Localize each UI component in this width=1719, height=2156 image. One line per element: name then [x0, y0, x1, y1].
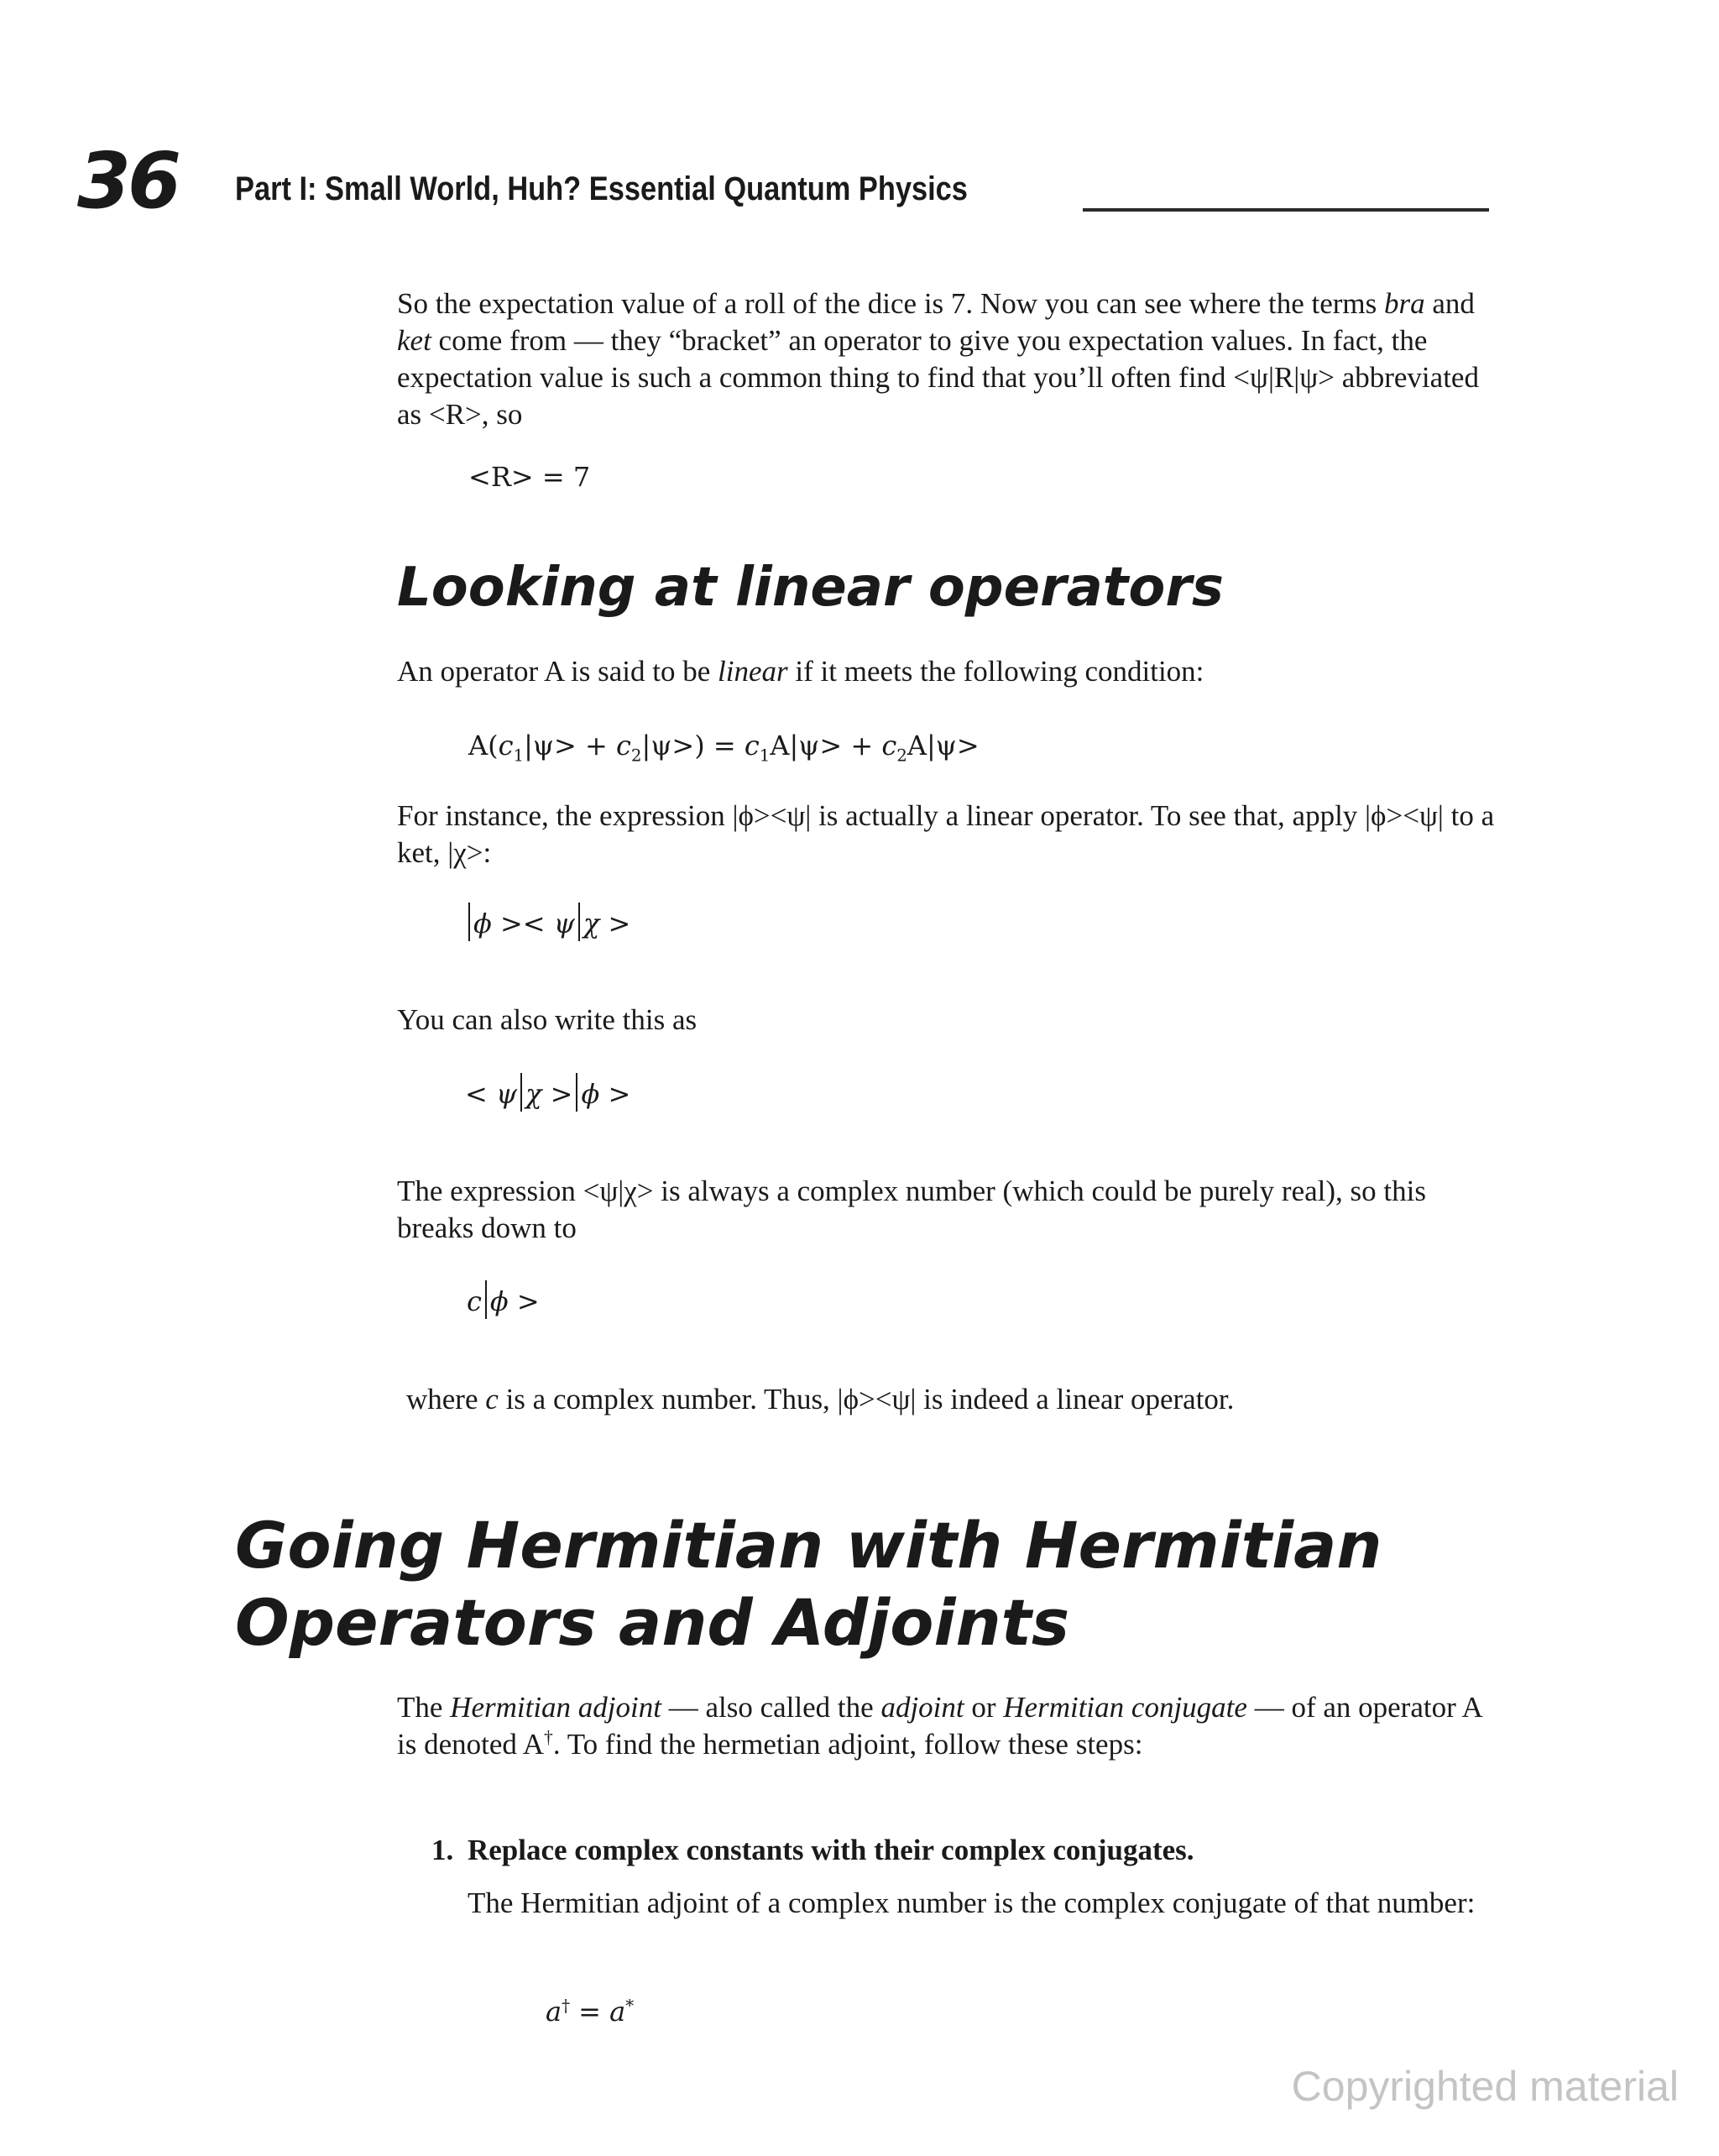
- eq-subscript: 2: [630, 746, 642, 766]
- eq-bra-psi: < ψ: [522, 908, 575, 939]
- equation-outer-product: [465, 903, 630, 941]
- text-run: The Hermitian adjoint of a complex number is the complex conjugate of that number:: [468, 1886, 1476, 1919]
- eq-constant: c: [615, 730, 631, 761]
- eq-subscript: 2: [896, 746, 907, 766]
- equation-inner-product: [465, 1073, 630, 1112]
- equation-expectation-r: <R> = 7: [468, 461, 591, 493]
- eq-constant: c: [744, 730, 760, 761]
- text-run: You can also write this as: [397, 1003, 698, 1036]
- eq-constant: c: [498, 730, 514, 761]
- conjugate-star: *: [625, 1996, 635, 2016]
- text-run: or: [964, 1691, 1004, 1724]
- eq-subscript: 1: [759, 746, 771, 766]
- paragraph-complex-number: [397, 1173, 1497, 1247]
- header-rule: [1083, 208, 1489, 212]
- eq-ket-phi: ϕ >: [473, 908, 523, 939]
- equation-c-phi: [467, 1280, 540, 1319]
- heading-line: Going Hermitian with Hermitian: [235, 1508, 1382, 1583]
- eq-ket-phi: ϕ >: [489, 1285, 540, 1317]
- equation-linear-condition: [468, 729, 980, 766]
- eq-part: A(: [468, 730, 499, 761]
- page-number: 36: [77, 136, 179, 226]
- eq-subscript: 1: [513, 746, 525, 766]
- text-run: come from — they “bracket” an operator to give you expectation values. In fact, the expectation value is such a common thing to find that you’ll often find <ψ|R|ψ> abbreviated as <R>, so: [397, 324, 1479, 431]
- paragraph-conclusion: [406, 1381, 1506, 1418]
- paragraph-linear-example: [397, 798, 1497, 871]
- term-c: c: [485, 1383, 499, 1416]
- paragraph-linear-definition: [397, 653, 1497, 690]
- eq-constant: c: [467, 1285, 482, 1317]
- vertical-bar: [468, 903, 470, 941]
- running-head: Part I: Small World, Huh? Essential Quantum Physics: [235, 170, 968, 207]
- step-number: 1.: [431, 1834, 454, 1866]
- equation-adjoint-conjugate: [546, 1995, 634, 2028]
- eq-ket-chi: χ >: [583, 908, 631, 939]
- eq-variable: a: [546, 1996, 562, 2028]
- chapter-heading-hermitian: [235, 1507, 1494, 1661]
- vertical-bar: [520, 1073, 522, 1112]
- eq-variable: a: [609, 1996, 626, 2028]
- text-run: — also called the: [661, 1691, 881, 1724]
- text-run: if it meets the following condition:: [787, 655, 1204, 688]
- eq-part: A|ψ> +: [770, 730, 882, 761]
- vertical-bar: [576, 1073, 577, 1112]
- eq-part: |ψ> +: [524, 730, 616, 761]
- step-title: Replace complex constants with their complex conjugates.: [468, 1834, 1194, 1866]
- dagger-symbol: †: [543, 1727, 553, 1748]
- step-body: [468, 1885, 1500, 1922]
- eq-constant: c: [881, 730, 897, 761]
- eq-equals: =: [570, 1996, 610, 2028]
- eq-ket-phi: ϕ >: [581, 1078, 631, 1110]
- text-run: — of an operator A is denoted A: [397, 1691, 1481, 1761]
- section-heading-linear-operators: Looking at linear operators: [397, 557, 1224, 619]
- text-run: The: [397, 1691, 451, 1724]
- text-run: An operator A is said to be: [397, 655, 718, 688]
- term-linear: linear: [718, 655, 788, 688]
- dagger-symbol: †: [562, 1996, 570, 2016]
- heading-line: Operators and Adjoints: [235, 1585, 1070, 1660]
- text-run: For instance, the expression |ϕ><ψ| is actually a linear operator. To see that, apply |ϕ><ψ| to a ket, |χ>:: [397, 799, 1495, 869]
- text-run: and: [1424, 287, 1475, 320]
- eq-part: |ψ>) =: [641, 730, 745, 761]
- term-hermitian-conjugate: Hermitian conjugate: [1003, 1691, 1247, 1724]
- term-adjoint: adjoint: [880, 1691, 964, 1724]
- text-run: is a complex number. Thus, |ϕ><ψ| is indeed a linear operator.: [498, 1383, 1235, 1416]
- paragraph-hermitian-adjoint: [397, 1689, 1497, 1763]
- eq-bra-psi: < ψ: [465, 1078, 518, 1110]
- text-run: So the expectation value of a roll of the dice is 7. Now you can see where the terms: [397, 287, 1385, 320]
- text-run: The expression <ψ|χ> is always a complex number (which could be purely real), so this breaks down to: [397, 1175, 1426, 1244]
- vertical-bar: [485, 1280, 487, 1319]
- term-bra: bra: [1384, 287, 1425, 320]
- term-ket: ket: [397, 324, 431, 357]
- vertical-bar: [578, 903, 580, 941]
- paragraph-expectation-value: [397, 285, 1497, 433]
- term-hermitian-adjoint: Hermitian adjoint: [450, 1691, 661, 1724]
- eq-part: A|ψ>: [907, 730, 980, 761]
- copyright-watermark: Copyrighted material: [1291, 2063, 1679, 2110]
- paragraph-also-write: [397, 1002, 1497, 1039]
- text-run: . To find the hermetian adjoint, follow these steps:: [552, 1728, 1143, 1761]
- eq-ket-chi: χ >: [525, 1078, 573, 1110]
- text-run: where: [406, 1383, 486, 1416]
